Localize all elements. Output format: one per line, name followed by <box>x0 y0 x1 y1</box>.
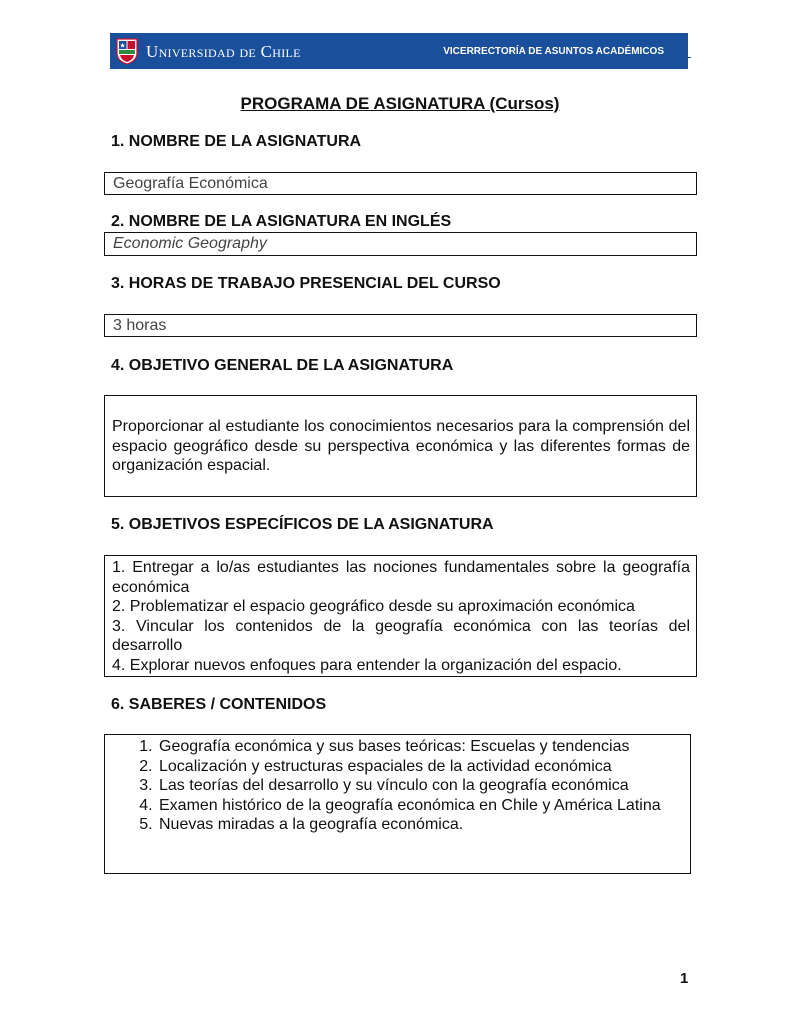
list-item: 4. Explorar nuevos enfoques para entender la organización del espacio. <box>112 656 622 674</box>
contents-box <box>104 734 691 874</box>
header-banner <box>110 33 688 69</box>
course-name-value: Geografía Económica <box>113 175 268 192</box>
hours-box <box>104 314 697 337</box>
university-crest-icon <box>115 37 139 65</box>
section-4-heading: 4. OBJETIVO GENERAL DE LA ASIGNATURA <box>111 357 454 374</box>
list-item: 3. Vincular los contenidos de la geografía económica con las teorías del desarrollo <box>112 617 690 654</box>
banner-divider <box>688 57 691 58</box>
course-name-box <box>104 172 697 195</box>
contents-list <box>105 737 690 835</box>
list-item: 2. Localización y estructuras espaciales de la actividad económica <box>157 757 690 777</box>
department-name: VICERRECTORÍA DE ASUNTOS ACADÉMICOS <box>443 46 664 57</box>
general-objective-text: Proporcionar al estudiante los conocimientos necesarios para la comprensión del espacio geográfico desde su perspectiva económica y las diferentes formas de organización espacial. <box>112 418 690 474</box>
list-item: 2. Problematizar el espacio geográfico desde su aproximación económica <box>112 598 635 615</box>
course-name-english-value: Economic Geography <box>113 235 267 252</box>
list-item: 1. Geografía económica y sus bases teóricas: Escuelas y tendencias <box>157 737 690 757</box>
course-name-english-box <box>104 232 697 256</box>
section-2-heading: 2. NOMBRE DE LA ASIGNATURA EN INGLÉS <box>111 213 452 230</box>
university-name: Universidad de Chile <box>146 42 301 61</box>
section-3-heading: 3. HORAS DE TRABAJO PRESENCIAL DEL CURSO <box>111 275 501 292</box>
general-objective-box <box>104 395 697 497</box>
specific-objectives-box <box>104 555 697 677</box>
list-item: 4. Examen histórico de la geografía económica en Chile y América Latina <box>157 796 690 816</box>
section-1-heading: 1. NOMBRE DE LA ASIGNATURA <box>111 133 362 150</box>
specific-objectives-list <box>105 558 696 675</box>
page-number: 1 <box>680 970 689 987</box>
document-title: PROGRAMA DE ASIGNATURA (Cursos) <box>240 94 560 113</box>
list-item: 1. Entregar a lo/as estudiantes las nociones fundamentales sobre la geografía económica <box>112 559 690 596</box>
list-item: 3. Las teorías del desarrollo y su vínculo con la geografía económica <box>157 776 690 796</box>
section-5-heading: 5. OBJETIVOS ESPECÍFICOS DE LA ASIGNATURA <box>111 516 494 533</box>
list-item: 5. Nuevas miradas a la geografía económica. <box>157 815 690 835</box>
hours-value: 3 horas <box>113 317 167 334</box>
section-6-heading: 6. SABERES / CONTENIDOS <box>111 696 327 713</box>
